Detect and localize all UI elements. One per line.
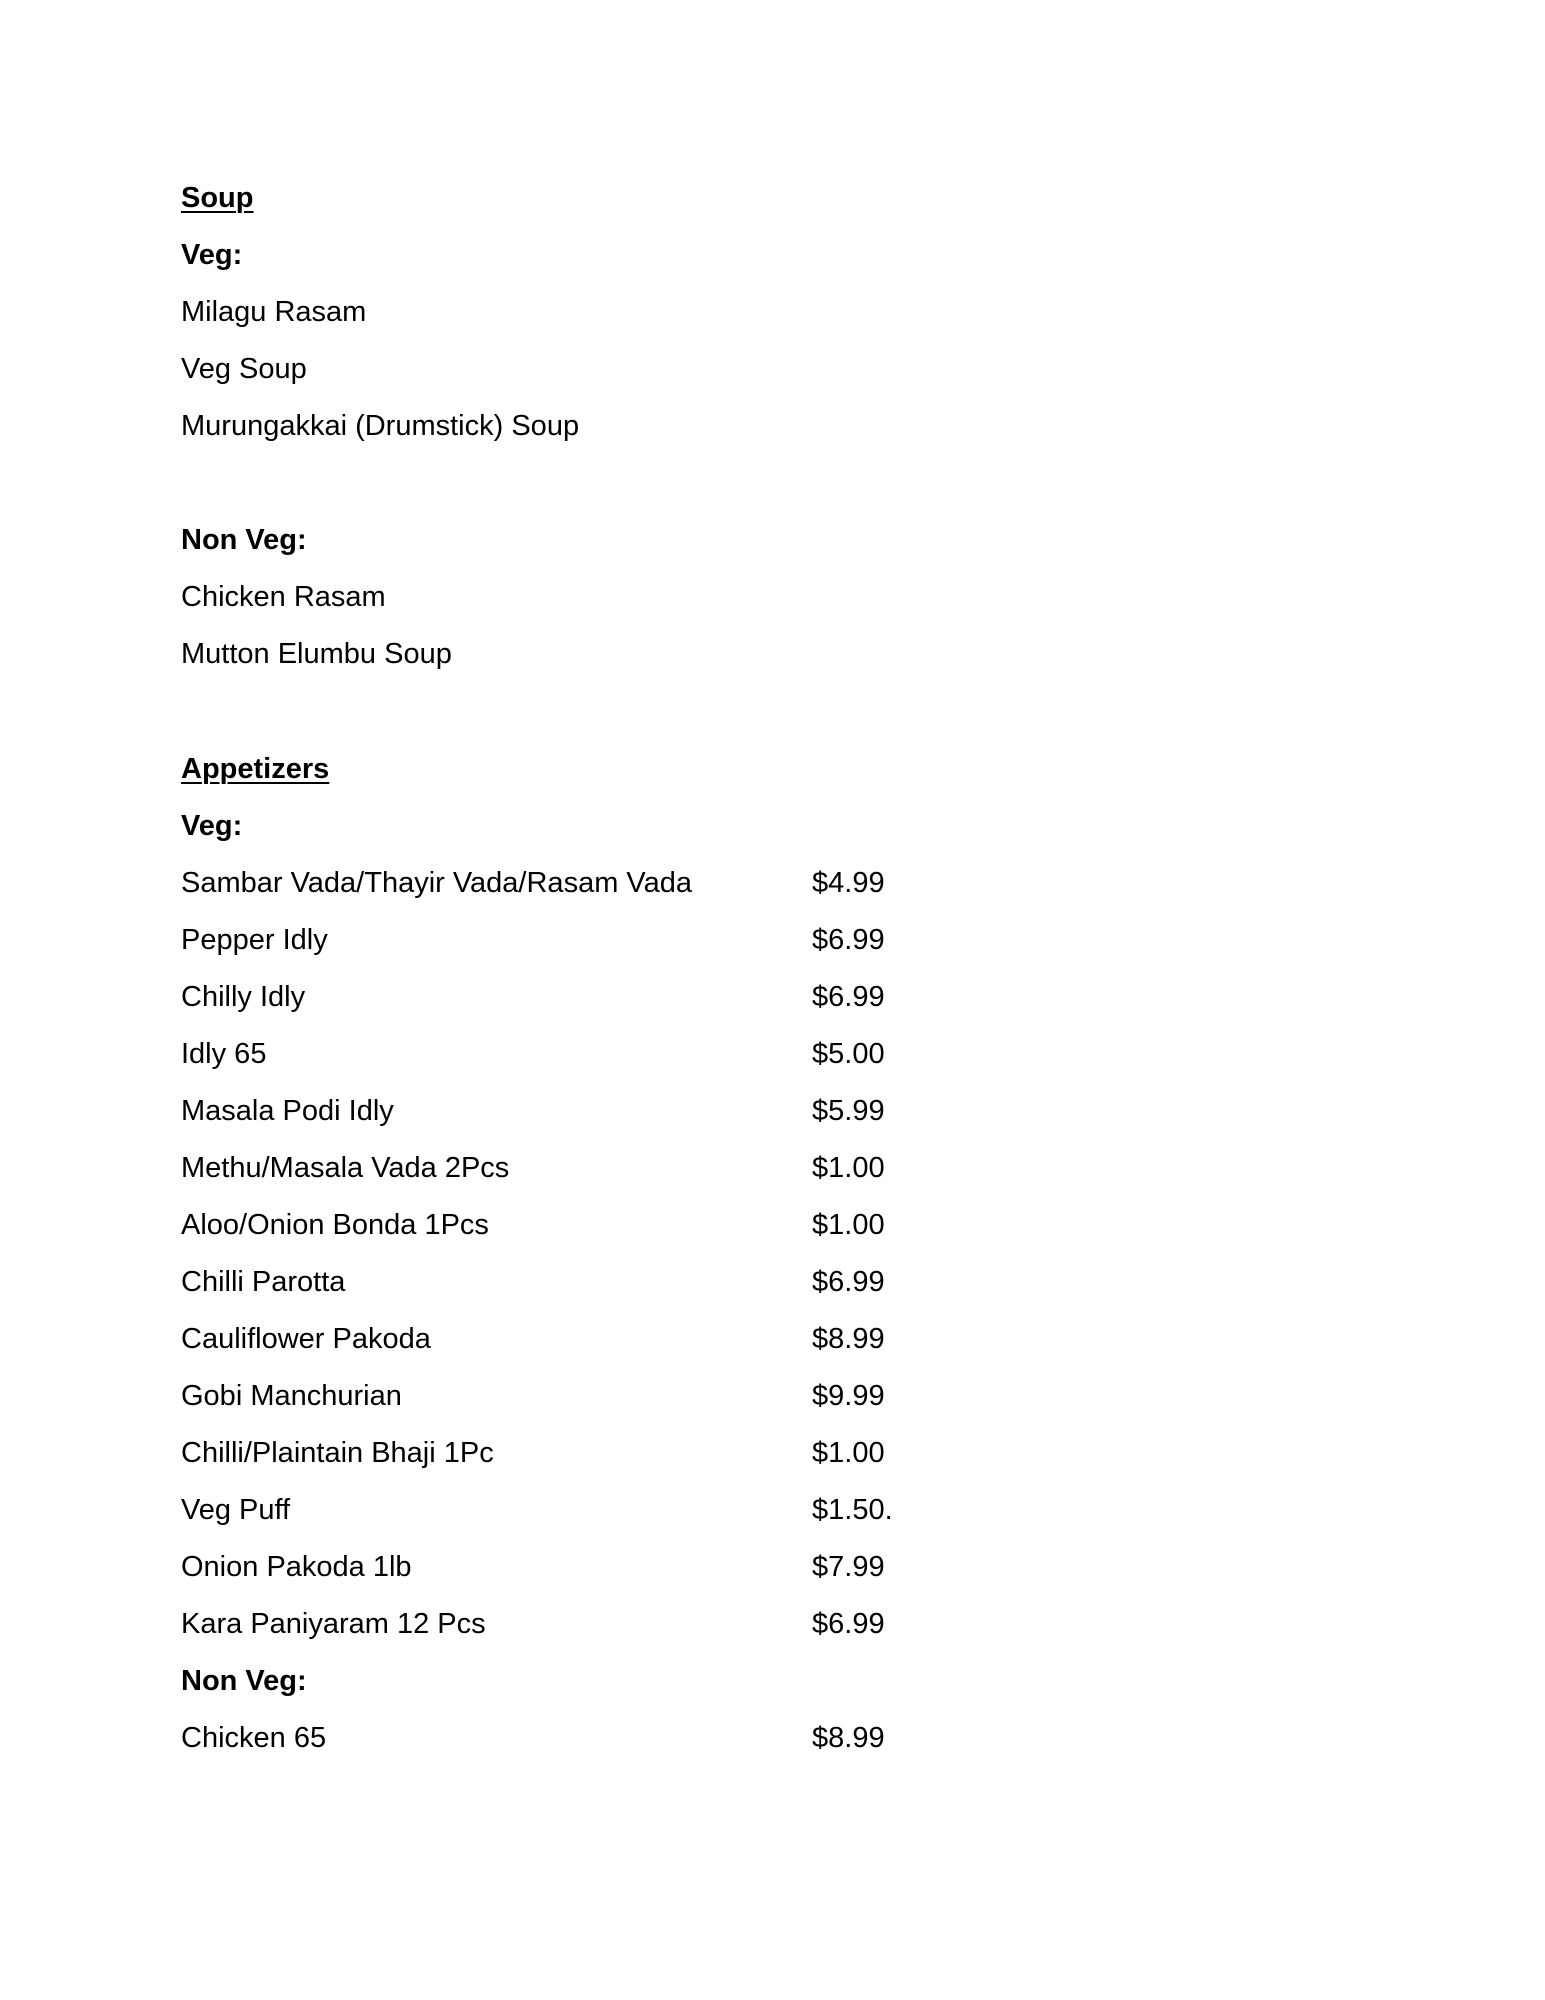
menu-item-price: $8.99: [812, 1323, 885, 1355]
menu-item-row: [181, 1205, 1081, 1245]
soup-veg-item: Veg Soup: [181, 353, 307, 385]
menu-item-row: [181, 1376, 1081, 1416]
soup-veg-item: Murungakkai (Drumstick) Soup: [181, 410, 580, 442]
menu-item-price: $1.00: [812, 1437, 885, 1469]
menu-item-price: $1.50.: [812, 1494, 893, 1526]
menu-item-name: Idly 65: [181, 1038, 267, 1070]
soup-nonveg-item: Mutton Elumbu Soup: [181, 638, 452, 670]
menu-item-price: $8.99: [812, 1722, 885, 1754]
soup-heading: Soup: [181, 182, 254, 214]
menu-item-name: Veg Puff: [181, 1494, 291, 1526]
menu-item-row: [181, 1547, 1081, 1587]
menu-item-row: [181, 1718, 1081, 1758]
soup-nonveg-item: Chicken Rasam: [181, 581, 386, 613]
menu-item-row: [181, 1148, 1081, 1188]
menu-item-name: Aloo/Onion Bonda 1Pcs: [181, 1209, 489, 1241]
menu-item-name: Masala Podi Idly: [181, 1095, 394, 1127]
menu-item-name: Methu/Masala Vada 2Pcs: [181, 1152, 510, 1184]
menu-item-price: $6.99: [812, 924, 885, 956]
soup-nonveg-label: Non Veg:: [181, 524, 307, 556]
menu-item-name: Chilli Parotta: [181, 1266, 346, 1298]
menu-item-price: $7.99: [812, 1551, 885, 1583]
appetizers-nonveg-label: Non Veg:: [181, 1665, 307, 1697]
menu-item-row: [181, 1433, 1081, 1473]
menu-item-name: Cauliflower Pakoda: [181, 1323, 431, 1355]
soup-veg-item: Milagu Rasam: [181, 296, 367, 328]
menu-item-price: $6.99: [812, 1608, 885, 1640]
menu-item-price: $4.99: [812, 867, 885, 899]
menu-item-row: [181, 1490, 1081, 1530]
menu-item-name: Chicken 65: [181, 1722, 327, 1754]
menu-item-row: [181, 1262, 1081, 1302]
menu-item-name: Kara Paniyaram 12 Pcs: [181, 1608, 486, 1640]
menu-item-price: $6.99: [812, 1266, 885, 1298]
menu-item-row: [181, 1091, 1081, 1131]
menu-item-price: $1.00: [812, 1152, 885, 1184]
menu-item-price: $9.99: [812, 1380, 885, 1412]
menu-item-row: [181, 1034, 1081, 1074]
menu-item-name: Chilly Idly: [181, 981, 306, 1013]
menu-item-price: $5.00: [812, 1038, 885, 1070]
menu-item-name: Pepper Idly: [181, 924, 328, 956]
menu-item-name: Sambar Vada/Thayir Vada/Rasam Vada: [181, 867, 692, 899]
menu-item-row: [181, 863, 1081, 903]
appetizers-heading: Appetizers: [181, 753, 330, 785]
menu-item-name: Chilli/Plaintain Bhaji 1Pc: [181, 1437, 494, 1469]
menu-item-name: Gobi Manchurian: [181, 1380, 402, 1412]
menu-item-row: [181, 977, 1081, 1017]
menu-item-name: Onion Pakoda 1lb: [181, 1551, 412, 1583]
appetizers-veg-label: Veg:: [181, 810, 243, 842]
menu-item-price: $6.99: [812, 981, 885, 1013]
menu-item-price: $5.99: [812, 1095, 885, 1127]
menu-item-row: [181, 1319, 1081, 1359]
menu-item-row: [181, 1604, 1081, 1644]
soup-veg-label: Veg:: [181, 239, 243, 271]
menu-item-price: $1.00: [812, 1209, 885, 1241]
menu-item-row: [181, 920, 1081, 960]
